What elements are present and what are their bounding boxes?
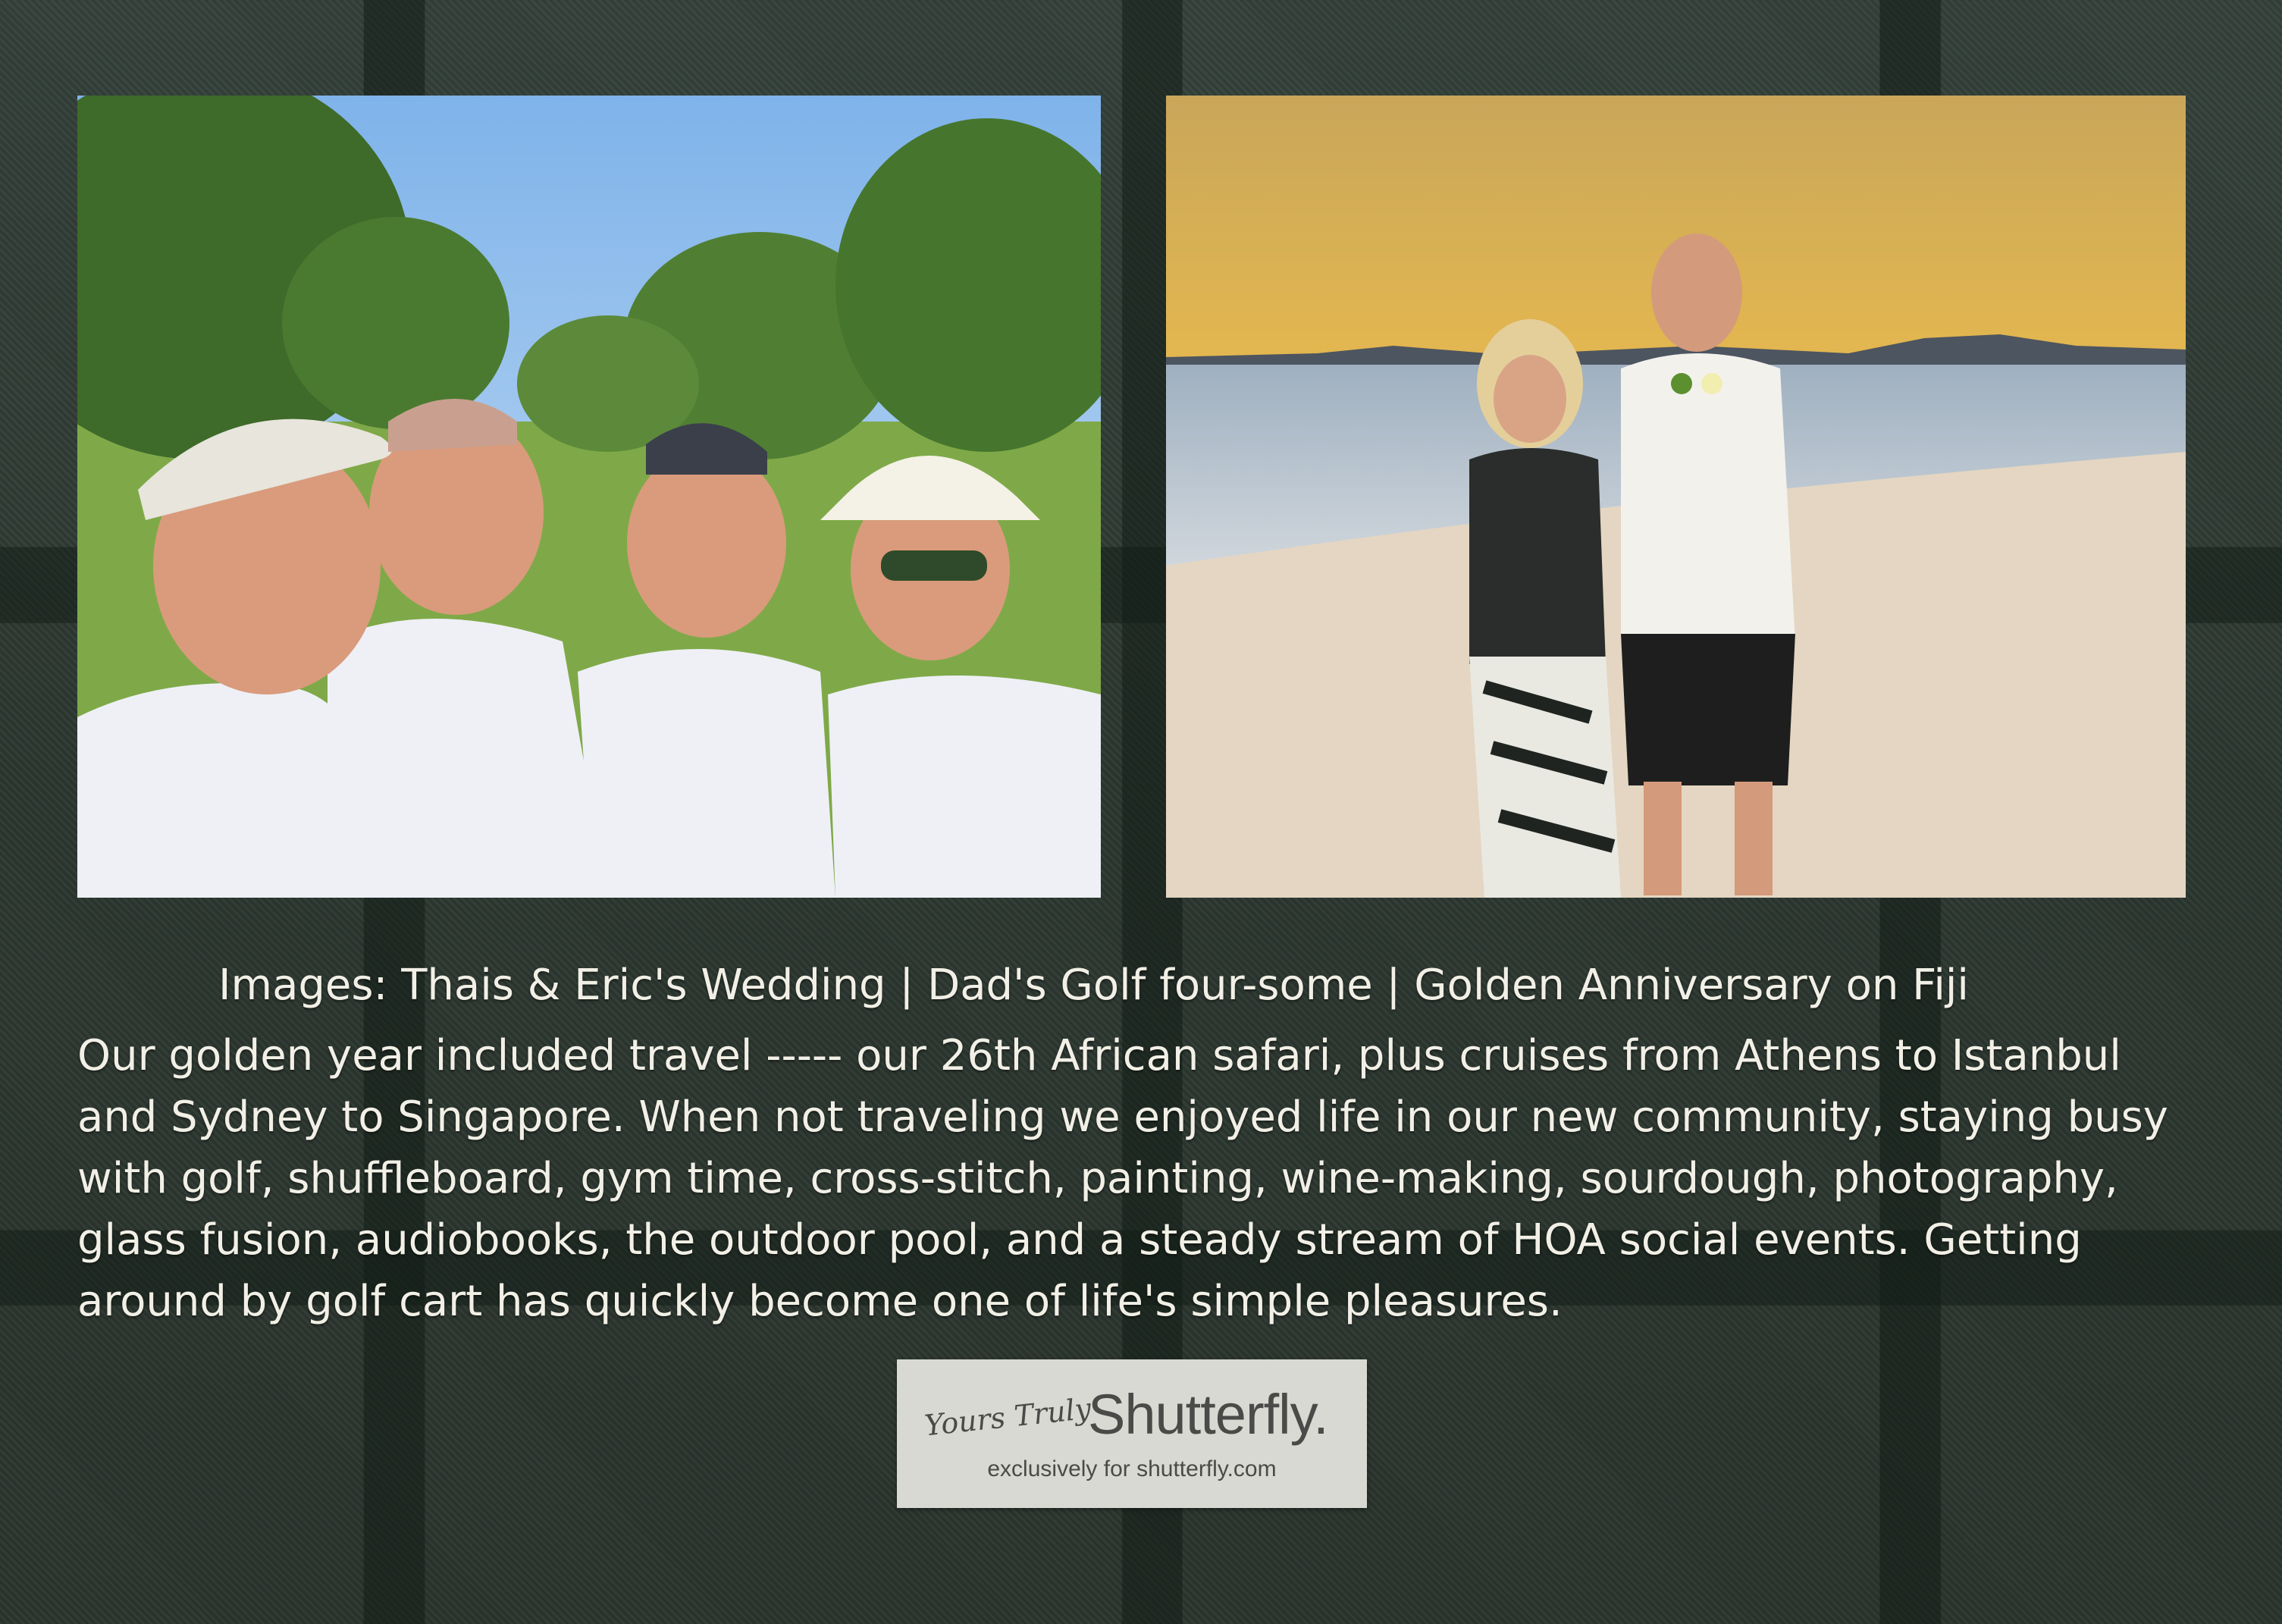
body-line: and Sydney to Singapore. When not traveling we enjoyed life in our new community, staying busy — [77, 1093, 2168, 1142]
photo-caption: Images: Thais & Eric's Wedding | Dad's Golf four-some | Golden Anniversary on Fiji — [218, 961, 1969, 1010]
letter-body — [77, 1025, 2215, 1332]
yours-truly-script: Yours Truly — [923, 1391, 1093, 1443]
body-line: glass fusion, audiobooks, the outdoor pool, and a steady stream of HOA social events. Getting — [77, 1215, 2082, 1265]
brand-name: Shutterfly. — [1088, 1383, 1328, 1446]
body-line: around by golf cart has quickly become one of life's simple pleasures. — [77, 1277, 1563, 1326]
fiji-anniversary-photo — [1166, 96, 2186, 898]
golf-foursome-photo — [77, 96, 1101, 898]
brand-tagline: exclusively for shutterfly.com — [987, 1456, 1277, 1481]
body-line: Our golden year included travel ----- our 26th African safari, plus cruises from Athens to Istanbul — [77, 1031, 2121, 1080]
shutterfly-logo — [897, 1359, 1367, 1508]
body-line: with golf, shuffleboard, gym time, cross-stitch, painting, wine-making, sourdough, photography, — [77, 1154, 2118, 1203]
